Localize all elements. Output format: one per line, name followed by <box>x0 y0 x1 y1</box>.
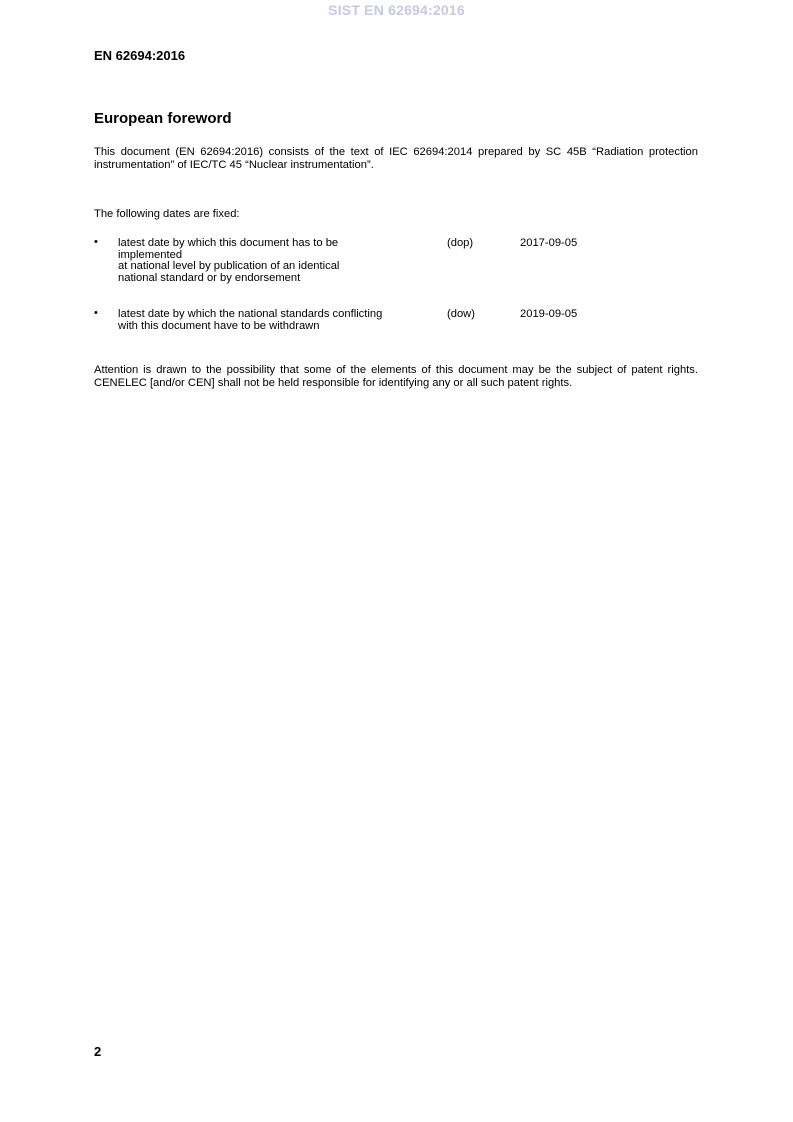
intro-paragraph: This document (EN 62694:2016) consists of the text of IEC 62694:2014 prepared by SC 45B “Radiation protection instrumentation” of IEC/TC 45 “Nuclear instrumentation”. <box>94 146 698 171</box>
bullet-icon: • <box>94 236 98 248</box>
description-line: at national level by publication of an identical <box>118 260 340 273</box>
description-line: implemented <box>118 248 183 261</box>
watermark: SIST EN 62694:2016 <box>328 2 465 18</box>
date-description <box>118 238 436 284</box>
date-value: 2019-09-05 <box>520 308 578 320</box>
dates-intro: The following dates are fixed: <box>94 208 240 220</box>
date-description <box>118 309 436 332</box>
date-code: (dop) <box>447 237 474 249</box>
date-code: (dow) <box>447 308 475 320</box>
description-line: with this document have to be withdrawn <box>118 319 320 332</box>
document-id-header: EN 62694:2016 <box>94 48 186 63</box>
description-line: latest date by which this document has to be <box>118 237 339 249</box>
attention-paragraph: Attention is drawn to the possibility that some of the elements of this document may be the subject of patent rights. CENELEC [and/or CEN] shall not be held responsible for identifying any or all such patent rights. <box>94 364 698 389</box>
description-line: national standard or by endorsement <box>118 271 301 284</box>
description-line: latest date by which the national standards conflicting <box>118 308 383 320</box>
bullet-icon: • <box>94 307 98 319</box>
section-title: European foreword <box>94 110 232 127</box>
page-number: 2 <box>94 1044 102 1059</box>
date-value: 2017-09-05 <box>520 237 578 249</box>
